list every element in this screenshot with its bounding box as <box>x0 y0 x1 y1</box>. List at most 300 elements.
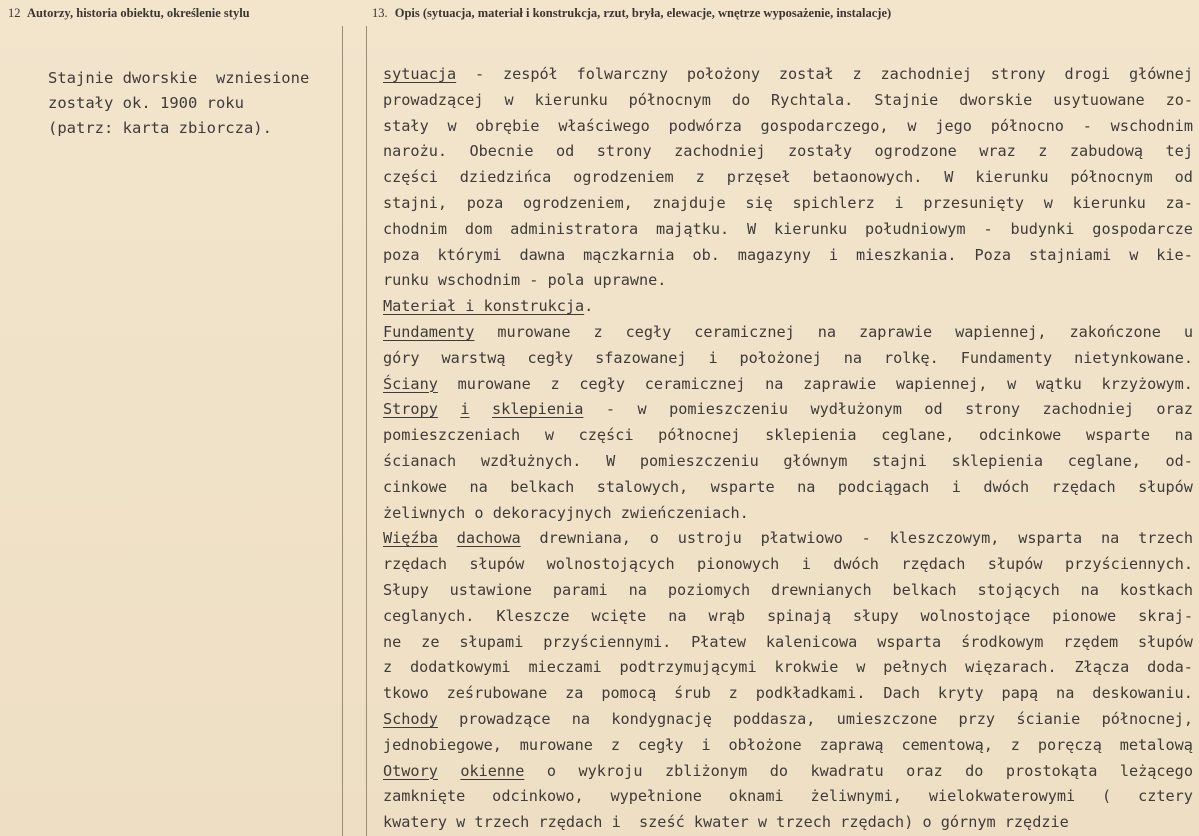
word: góry <box>383 348 420 367</box>
word: którymi <box>437 245 502 264</box>
word: strony <box>596 142 652 161</box>
word: głównym <box>783 451 848 470</box>
word: słupami <box>459 632 524 651</box>
description-line <box>383 733 1193 759</box>
word: pomieszczeniu <box>669 400 788 419</box>
underlined-heading-word: dachowa <box>456 529 521 548</box>
word: stajniami <box>1028 245 1112 264</box>
word: w <box>504 90 514 109</box>
word: cementową, <box>901 735 993 754</box>
word: murowane <box>457 374 531 393</box>
description-line <box>383 243 1193 269</box>
word: wsparte <box>710 477 775 496</box>
word: z <box>1010 735 1020 754</box>
word: od <box>1174 168 1193 187</box>
word: prostokąta <box>1005 761 1098 780</box>
word: belkach <box>510 477 575 496</box>
word: do <box>769 761 788 780</box>
word: północnym <box>628 90 711 109</box>
word: z <box>1038 142 1048 161</box>
word: mieczami <box>528 658 602 677</box>
description-line <box>383 320 1193 346</box>
word: południowym <box>865 219 966 238</box>
word: za- <box>1165 193 1193 212</box>
description-line <box>383 397 1193 423</box>
word: oknami <box>728 787 784 806</box>
word: wcięte <box>591 606 647 625</box>
word: północno <box>990 116 1064 135</box>
word: wraz <box>979 142 1016 161</box>
word: kierunku <box>534 90 608 109</box>
word: folwarczny <box>576 65 669 83</box>
word: tkowo <box>383 684 429 703</box>
word: ceramicznej <box>694 322 795 341</box>
underlined-heading-word: Fundamenty <box>383 322 475 341</box>
word: podciągach <box>837 477 930 496</box>
word: stały <box>383 116 429 135</box>
word: dwóch <box>983 477 1030 496</box>
word: oraz <box>906 761 943 780</box>
word: ogrodzeniem <box>573 168 674 187</box>
word: wrąb <box>708 606 746 625</box>
word: stojących <box>977 580 1060 599</box>
right-column-header <box>372 6 891 21</box>
word: zachodniej <box>674 142 766 161</box>
word: znajduje <box>652 193 726 212</box>
description-line <box>383 449 1193 475</box>
word: ścianach <box>383 451 457 470</box>
word: spinają <box>766 606 831 625</box>
word: w <box>907 116 917 135</box>
description-line <box>383 681 1193 707</box>
word: na <box>765 374 784 393</box>
word: drewniana, <box>539 529 631 548</box>
word: zachodniej <box>880 65 972 83</box>
word: ustawione <box>449 580 532 599</box>
word: kleszczowym, <box>889 529 1000 548</box>
word: na <box>1080 580 1099 599</box>
word: został <box>778 65 834 83</box>
word: cegły <box>527 348 574 367</box>
word: ceglane, <box>1067 451 1141 470</box>
underlined-heading-word: Więźba <box>383 529 438 548</box>
word: na <box>1174 426 1193 445</box>
description-text <box>383 62 1193 836</box>
word: słupy <box>852 606 899 625</box>
word: odcinkowo, <box>492 787 584 806</box>
description-line <box>383 604 1193 630</box>
word: wydłużonym <box>810 400 902 419</box>
word: od- <box>1165 451 1193 470</box>
word: Rychtala. <box>771 90 854 109</box>
word: cegły <box>579 374 626 393</box>
word: wykroju <box>578 761 643 780</box>
word: cztery <box>1138 787 1193 806</box>
left-column-header <box>8 6 250 21</box>
word: cegły <box>625 322 672 341</box>
word: - <box>605 400 616 419</box>
description-line <box>383 114 1193 140</box>
word: części <box>578 426 634 445</box>
word: zamknięte <box>383 787 466 806</box>
word: kondygnację <box>611 709 712 728</box>
word: pomocą <box>601 684 657 703</box>
word: dodatkowymi <box>410 658 511 677</box>
word: jego <box>935 116 972 135</box>
word: w <box>637 400 647 419</box>
word: Obecnie <box>469 142 534 161</box>
word: zaprawie <box>858 322 933 341</box>
word: na <box>797 477 816 496</box>
word: przy <box>958 709 996 728</box>
word: sfazowanej <box>595 348 687 367</box>
description-line <box>383 759 1193 785</box>
word: kierunku <box>1072 193 1146 212</box>
word: kostkach <box>1119 580 1193 599</box>
word: leżącego <box>1119 761 1193 780</box>
word: zaprawą <box>819 735 884 754</box>
word: o <box>649 529 659 548</box>
word: z <box>852 65 862 83</box>
word: w <box>1129 245 1139 264</box>
word: słupów <box>469 555 525 574</box>
word: z <box>383 658 393 677</box>
word: drewnianych <box>771 580 872 599</box>
word: ścianie <box>1016 709 1081 728</box>
word: W <box>747 219 757 238</box>
word: pełnych <box>883 658 948 677</box>
word: kierunku <box>774 219 848 238</box>
description-line <box>383 552 1193 578</box>
word: od <box>555 142 575 161</box>
word: żeliwnymi, <box>810 787 902 806</box>
word: wzdłużnych. <box>480 451 582 470</box>
word: z <box>610 735 620 754</box>
word: rzędach <box>1051 477 1116 496</box>
word: północnym <box>1070 168 1153 187</box>
word: się <box>745 193 773 212</box>
word: gospodarczego, <box>760 116 889 135</box>
right-header-number: 13. <box>372 6 388 20</box>
word: poddasza, <box>733 709 816 728</box>
word: stajni, <box>383 193 448 212</box>
word: pionowych <box>697 555 780 574</box>
word: na <box>1101 529 1120 548</box>
word: Słupy <box>383 580 429 599</box>
word: kierunku <box>975 168 1049 187</box>
word: pomieszczeniu <box>639 451 759 470</box>
word: wsparta <box>1018 529 1083 548</box>
description-line <box>383 526 1193 552</box>
word: wypełnione <box>610 787 702 806</box>
word: strony <box>990 65 1046 83</box>
word: do <box>731 90 751 109</box>
word: cinkowe <box>383 477 448 496</box>
line-text: żeliwnych o dekoracyjnych zwieńczeniach. <box>383 503 749 522</box>
word: na <box>571 709 591 728</box>
word: wolnostojące <box>920 606 1031 625</box>
word: i <box>708 348 718 367</box>
line-text: kwatery w trzech rzędach i sześć kwater w trzech rzędach) o górnym rzędzie <box>383 813 1069 832</box>
word: administratora <box>510 219 639 238</box>
word: pionowe <box>1052 606 1117 625</box>
left-header-title: Autorzy, historia obiektu, określenie stylu <box>26 6 250 20</box>
word: w <box>544 426 554 445</box>
word: środkowym <box>961 632 1044 651</box>
word: na <box>1056 684 1075 703</box>
word: podwórza <box>668 116 742 135</box>
word: ne <box>383 632 402 651</box>
word: wapiennej, <box>895 374 988 393</box>
word: o <box>546 761 556 780</box>
description-line <box>383 372 1193 398</box>
description-line <box>383 217 1193 243</box>
word: północnej <box>658 426 741 445</box>
word: prowadzącej <box>383 90 484 109</box>
word: poza <box>383 245 420 264</box>
word: trzech <box>1138 529 1193 548</box>
word: w <box>447 116 457 135</box>
word: i <box>894 193 904 212</box>
underlined-heading-word: okienne <box>460 761 525 780</box>
word: zostały <box>787 142 852 161</box>
word: w <box>1043 193 1053 212</box>
word: Poza <box>974 245 1012 264</box>
word: stajni <box>872 451 927 470</box>
word: W <box>606 451 616 470</box>
underlined-heading: Materiał i konstrukcja <box>383 297 585 316</box>
word: umieszczone <box>836 709 938 728</box>
description-line <box>383 810 1193 836</box>
word: wschodnim <box>1110 116 1193 135</box>
word: Płatew <box>691 632 746 651</box>
word: sklepienia <box>951 451 1044 470</box>
underlined-heading-word: Ściany <box>383 374 438 393</box>
word: krokwie <box>774 658 839 677</box>
word: - <box>983 219 993 238</box>
word: słupów <box>987 555 1043 574</box>
column-divider-right <box>366 26 367 836</box>
word: stalowych, <box>596 477 689 496</box>
word: spichlerz <box>792 193 875 212</box>
line-text: . <box>584 297 594 316</box>
word: sklepienia <box>765 426 857 445</box>
word: zespół <box>502 65 558 83</box>
word: więzarach. <box>965 658 1057 677</box>
word: wsparta <box>877 632 942 651</box>
word: murowane <box>497 322 571 341</box>
word: majątku. <box>656 219 730 238</box>
word: Stajnie <box>874 90 939 109</box>
word: wapiennej, <box>955 322 1047 341</box>
word: do <box>965 761 984 780</box>
word: narożu. <box>383 142 448 161</box>
word: krzyżowym. <box>1101 374 1193 393</box>
description-line <box>383 191 1193 217</box>
underlined-heading-word: i <box>460 400 470 419</box>
word: na <box>817 322 837 341</box>
word: dziedzińca <box>459 168 552 187</box>
word: zakończone <box>1069 322 1161 341</box>
word: metalową <box>1119 735 1193 754</box>
word: odcinkowe <box>979 426 1062 445</box>
word: prowadzące <box>459 709 551 728</box>
word: z <box>695 168 705 187</box>
word: położony <box>686 65 761 83</box>
word: zabudową <box>1069 142 1144 161</box>
description-line <box>383 630 1193 656</box>
description-line <box>383 139 1193 165</box>
description-line <box>383 294 1193 320</box>
word: przyściennymi. <box>543 632 672 651</box>
description-line <box>383 501 1193 527</box>
word: przęseł <box>726 168 791 187</box>
word: na <box>668 606 687 625</box>
word: cegły <box>637 735 684 754</box>
word: tej <box>1165 142 1193 161</box>
word: kwadratu <box>810 761 884 780</box>
word: i <box>801 555 811 574</box>
description-line <box>383 578 1193 604</box>
word: gospodarcze <box>1092 219 1193 238</box>
left-header-number: 12 <box>8 6 21 20</box>
word: i <box>951 477 961 496</box>
word: poza <box>466 193 504 212</box>
description-line <box>383 346 1193 372</box>
underlined-heading-word: sklepienia <box>491 400 584 419</box>
description-line <box>383 475 1193 501</box>
right-header-title: Opis (sytuacja, materiał i konstrukcja, rzut, bryła, elewacje, wnętrze wyposażenie, instalacje) <box>394 6 892 20</box>
column-divider-left <box>342 26 343 836</box>
word: ześrubowane <box>446 684 548 703</box>
word: mieszkania. <box>855 245 957 264</box>
description-line <box>383 62 1193 88</box>
word: na <box>843 348 863 367</box>
word: północnej, <box>1101 709 1193 728</box>
word: z <box>593 322 603 341</box>
word: podtrzymującymi <box>619 658 757 677</box>
word: mączkarnia <box>583 245 675 264</box>
word: magazyny <box>737 245 811 264</box>
word: części <box>383 168 438 187</box>
underlined-heading-word: Stropy <box>383 400 438 419</box>
word: - <box>474 65 485 83</box>
word: Fundamenty <box>960 348 1053 367</box>
word: głównej <box>1128 65 1193 83</box>
word: dworskie <box>959 90 1033 109</box>
word: zaprawie <box>803 374 877 393</box>
word: Dach <box>883 684 920 703</box>
word: oraz <box>1156 400 1193 419</box>
word: warstwą <box>441 348 506 367</box>
word: Złącza <box>1074 658 1130 677</box>
word: betaonowych. <box>812 168 923 187</box>
line-text: runku wschodnim - pola uprawne. <box>383 271 667 290</box>
word: wątku <box>1036 374 1082 393</box>
word: z <box>728 684 738 703</box>
description-line <box>383 707 1193 733</box>
description-line <box>383 165 1193 191</box>
word: papą <box>1001 684 1039 703</box>
word: ceramicznej <box>644 374 746 393</box>
authors-history-text: Stajnie dworskie wzniesione zostały ok. 1900 roku (patrz: karta zbiorcza). <box>48 69 310 137</box>
word: wolnostojących <box>546 555 675 574</box>
word: dawna <box>519 245 566 264</box>
word: kie- <box>1156 245 1193 264</box>
word: zbliżonym <box>664 761 748 780</box>
word: usytuowane <box>1053 90 1145 109</box>
description-line <box>383 423 1193 449</box>
word: - <box>1082 116 1092 135</box>
word: na <box>628 580 647 599</box>
word: ceglanych. <box>383 606 475 625</box>
description-line <box>383 655 1193 681</box>
word: właściwego <box>558 116 650 135</box>
word: strony <box>965 400 1021 419</box>
word: rzędach <box>383 555 448 574</box>
word: drogi <box>1064 65 1111 83</box>
word: poziomych <box>667 580 751 599</box>
description-line <box>383 268 1193 294</box>
word: u <box>1183 322 1193 341</box>
word: i <box>828 245 839 264</box>
word: kryty <box>937 684 984 703</box>
word: doda- <box>1147 658 1193 677</box>
word: ogrodzeniem, <box>523 193 633 212</box>
word: zachodniej <box>1042 400 1134 419</box>
word: od <box>924 400 943 419</box>
word: pomieszczeniach <box>383 426 521 445</box>
word: podkładkami. <box>755 684 866 703</box>
word: w <box>856 658 866 677</box>
underlined-heading-word: Otwory <box>383 761 438 780</box>
word: ( <box>1102 787 1112 806</box>
word: Kleszcze <box>496 606 570 625</box>
word: ceglane, <box>881 426 955 445</box>
word: budynki <box>1010 219 1075 238</box>
word: skraj- <box>1138 606 1193 625</box>
word: - <box>861 529 871 548</box>
underlined-heading-word: Schody <box>383 709 438 728</box>
word: parami <box>552 580 608 599</box>
description-line <box>383 88 1193 114</box>
word: W <box>944 168 954 187</box>
word: belkach <box>892 580 957 599</box>
word: deskowaniu. <box>1092 684 1193 703</box>
underlined-heading-word: sytuacja <box>383 65 457 83</box>
word: kalenicowa <box>765 632 858 651</box>
word: wielokwaterowymi <box>928 787 1076 806</box>
word: rolkę. <box>883 348 939 367</box>
word: wsparte <box>1085 426 1150 445</box>
word: śrub <box>674 684 711 703</box>
word: chodnim <box>383 219 448 238</box>
word: z <box>550 374 560 393</box>
word: przyściennych. <box>1064 555 1193 574</box>
word: ustroju <box>677 529 742 548</box>
word: nietynkowane. <box>1074 348 1193 367</box>
word: w <box>1007 374 1017 393</box>
word: przesunięty <box>923 193 1024 212</box>
word: dwóch <box>833 555 879 574</box>
word: za <box>565 684 584 703</box>
word: płatwiowo <box>760 529 843 548</box>
word: na <box>469 477 488 496</box>
word: zo- <box>1165 90 1193 109</box>
word: położonej <box>739 348 822 367</box>
word: słupów <box>1138 632 1193 651</box>
word: dom <box>464 219 493 238</box>
